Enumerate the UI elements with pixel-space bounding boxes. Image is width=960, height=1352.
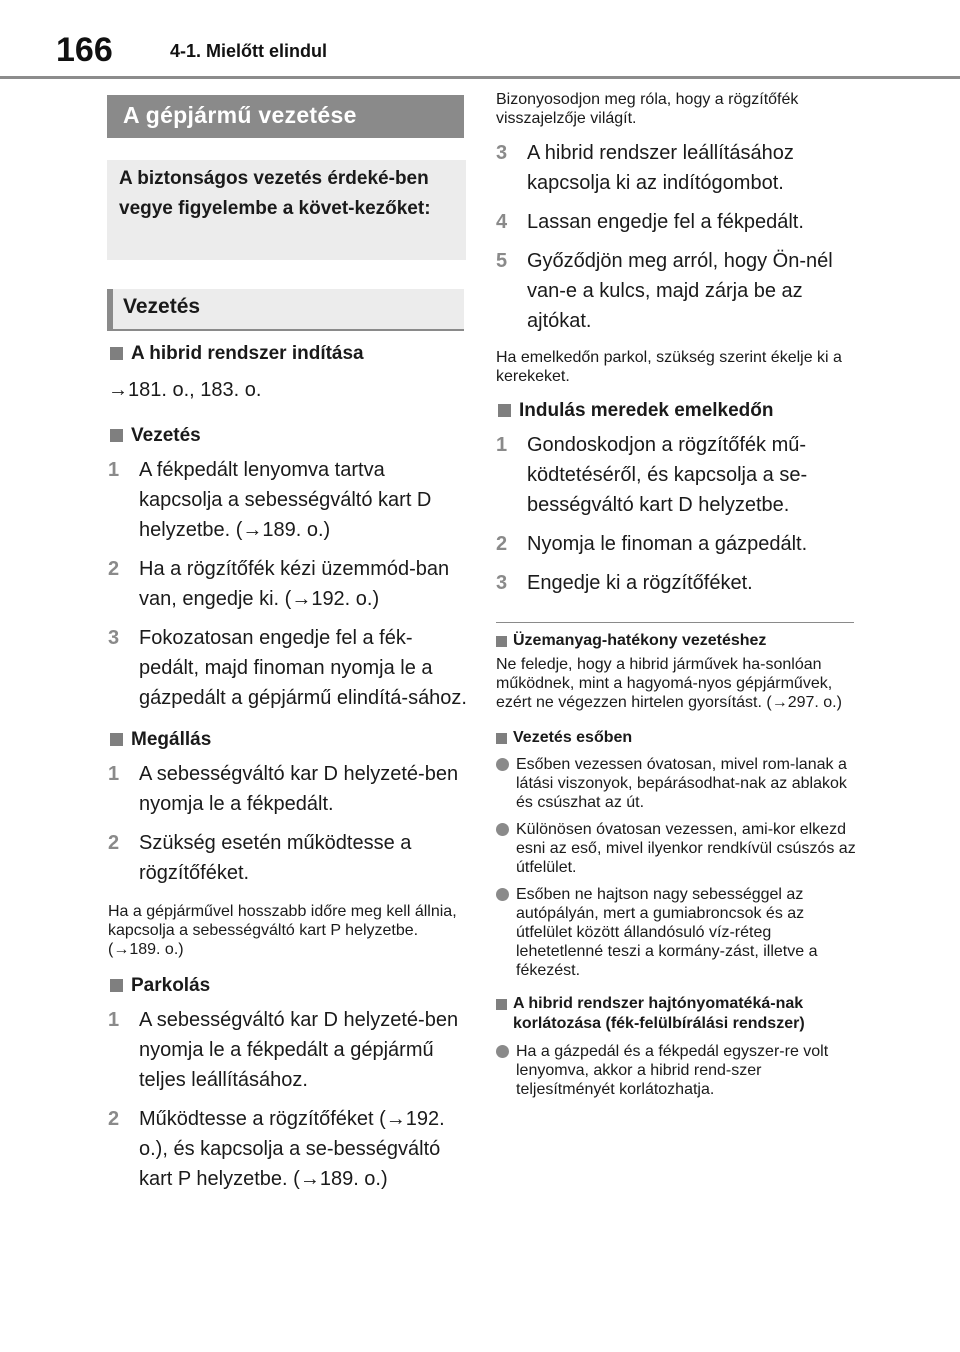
square-bullet-icon: [110, 733, 123, 746]
step-item: 2 Működtesse a rögzítőféket (→192. o.), és kapcsolja a se-bességváltó kart P helyzetbe. (→189. o.): [108, 1108, 445, 1190]
heading-torque-limit: A hibrid rendszer hajtónyomatéká-nak korlátozása (fék-felülbírálási rendszer): [496, 994, 858, 1034]
heading-start: A hibrid rendszer indítása: [108, 341, 468, 367]
circle-bullet-icon: [496, 758, 509, 771]
square-bullet-icon: [110, 429, 123, 442]
section-title: A gépjármű vezetése: [107, 95, 464, 138]
square-bullet-icon: [496, 999, 507, 1010]
step-item: 2 Nyomja le finoman a gázpedált.: [496, 533, 808, 555]
heading-hill-start: Indulás meredek emelkedőn: [496, 398, 858, 424]
right-column: [496, 90, 858, 1099]
step-item: 1 A sebességváltó kar D helyzeté-ben nyomja le a fékpedált a gépjármű teljes leállításához.: [108, 1009, 459, 1091]
driving-steps: [108, 455, 468, 713]
start-reference: →181. o., 183. o.: [108, 379, 262, 401]
heading-driving: Vezetés: [108, 423, 468, 449]
step-item: 3 Fokozatosan engedje fel a fék-pedált, majd finoman nyomja le a gázpedált a gépjármű elindítá-sához.: [108, 627, 467, 709]
chapter-title: 4-1. Mielőtt elindul: [170, 41, 328, 61]
park-note-slope: Ha emelkedőn parkol, szükség szerint ékelje ki a kerekeket.: [496, 349, 842, 385]
heading-stop: Megállás: [108, 727, 468, 753]
step-item: 1 A sebességváltó kar D helyzeté-ben nyomja le a fékpedált.: [108, 763, 459, 815]
heading-eco: Üzemanyag-hatékony vezetéshez: [496, 631, 858, 651]
list-item: Esőben vezessen óvatosan, mivel rom-lanak a látási viszonyok, bepárásodhat-nak az ablakok és csúszhat az út.: [496, 755, 858, 812]
left-column: [108, 341, 468, 1194]
rain-bullets: [496, 755, 858, 980]
square-bullet-icon: [498, 404, 511, 417]
circle-bullet-icon: [496, 1045, 509, 1058]
step-item: 2 Szükség esetén működtesse a rögzítőféket.: [108, 832, 412, 884]
step-item: 2 Ha a rögzítőfék kézi üzemmód-ban van, engedje ki. (→192. o.): [108, 558, 450, 610]
page-number: 166: [56, 31, 113, 69]
hill-steps: [496, 430, 858, 598]
step-item: 5 Győződjön meg arról, hogy Ön-nél van-e a kulcs, majd zárja be az ajtókat.: [496, 250, 833, 332]
park-steps-continued: [496, 138, 858, 336]
intro-text: A biztonságos vezetés érdeké-ben vegye figyelembe a követ-kezőket:: [119, 168, 431, 219]
step-item: 3 Engedje ki a rögzítőféket.: [496, 572, 753, 594]
list-item: Különösen óvatosan vezessen, ami-kor elkezd esni az eső, mivel ilyenkor rendkívül csúszós az útfelület.: [496, 820, 858, 877]
heading-rain: Vezetés esőben: [496, 728, 858, 748]
step-item: 3 A hibrid rendszer leállításához kapcsolja ki az indítógombot.: [496, 142, 794, 194]
header-rule: [0, 76, 960, 79]
park-note-brake: Bizonyosodjon meg róla, hogy a rögzítőfék visszajelzője világít.: [496, 91, 799, 127]
circle-bullet-icon: [496, 823, 509, 836]
step-item: 1 Gondoskodjon a rögzítőfék mű-ködtetéséről, és kapcsolja a se-bességváltó kart D helyzetbe.: [496, 434, 808, 516]
square-bullet-icon: [496, 733, 507, 744]
stop-steps: [108, 759, 468, 888]
step-item: 4 Lassan engedje fel a fékpedált.: [496, 211, 804, 233]
square-bullet-icon: [110, 979, 123, 992]
intro-box: [107, 160, 466, 260]
list-item: Esőben ne hajtson nagy sebességgel az autópályán, mert a gumiabroncsok és az útfelület között állandósuló víz-réteg lehetetlenné teszi a kormány-zást, illetve a fékezést.: [496, 885, 858, 980]
square-bullet-icon: [110, 347, 123, 360]
square-bullet-icon: [496, 636, 507, 647]
heading-park: Parkolás: [108, 973, 468, 999]
park-steps: [108, 1005, 468, 1194]
circle-bullet-icon: [496, 888, 509, 901]
list-item: Ha a gázpedál és a fékpedál egyszer-re volt lenyomva, akkor a hibrid rend-szer teljesítményét korlátozhatja.: [496, 1042, 858, 1099]
section-divider: [496, 622, 854, 623]
limit-bullets: [496, 1042, 858, 1099]
subsection-title: Vezetés: [107, 289, 464, 331]
eco-text: Ne feledje, hogy a hibrid járművek ha-sonlóan működnek, mint a hagyomá-nyos gépjárművek, ezért ne végezzen hirtelen gyorsítást. (→297. o.): [496, 656, 842, 711]
stop-note: Ha a gépjárművel hosszabb időre meg kell állnia, kapcsolja a sebességváltó kart P helyzetbe. (→189. o.): [108, 903, 457, 958]
step-item: 1 A fékpedált lenyomva tartva kapcsolja a sebességváltó kart D helyzetbe. (→189. o.): [108, 459, 432, 541]
